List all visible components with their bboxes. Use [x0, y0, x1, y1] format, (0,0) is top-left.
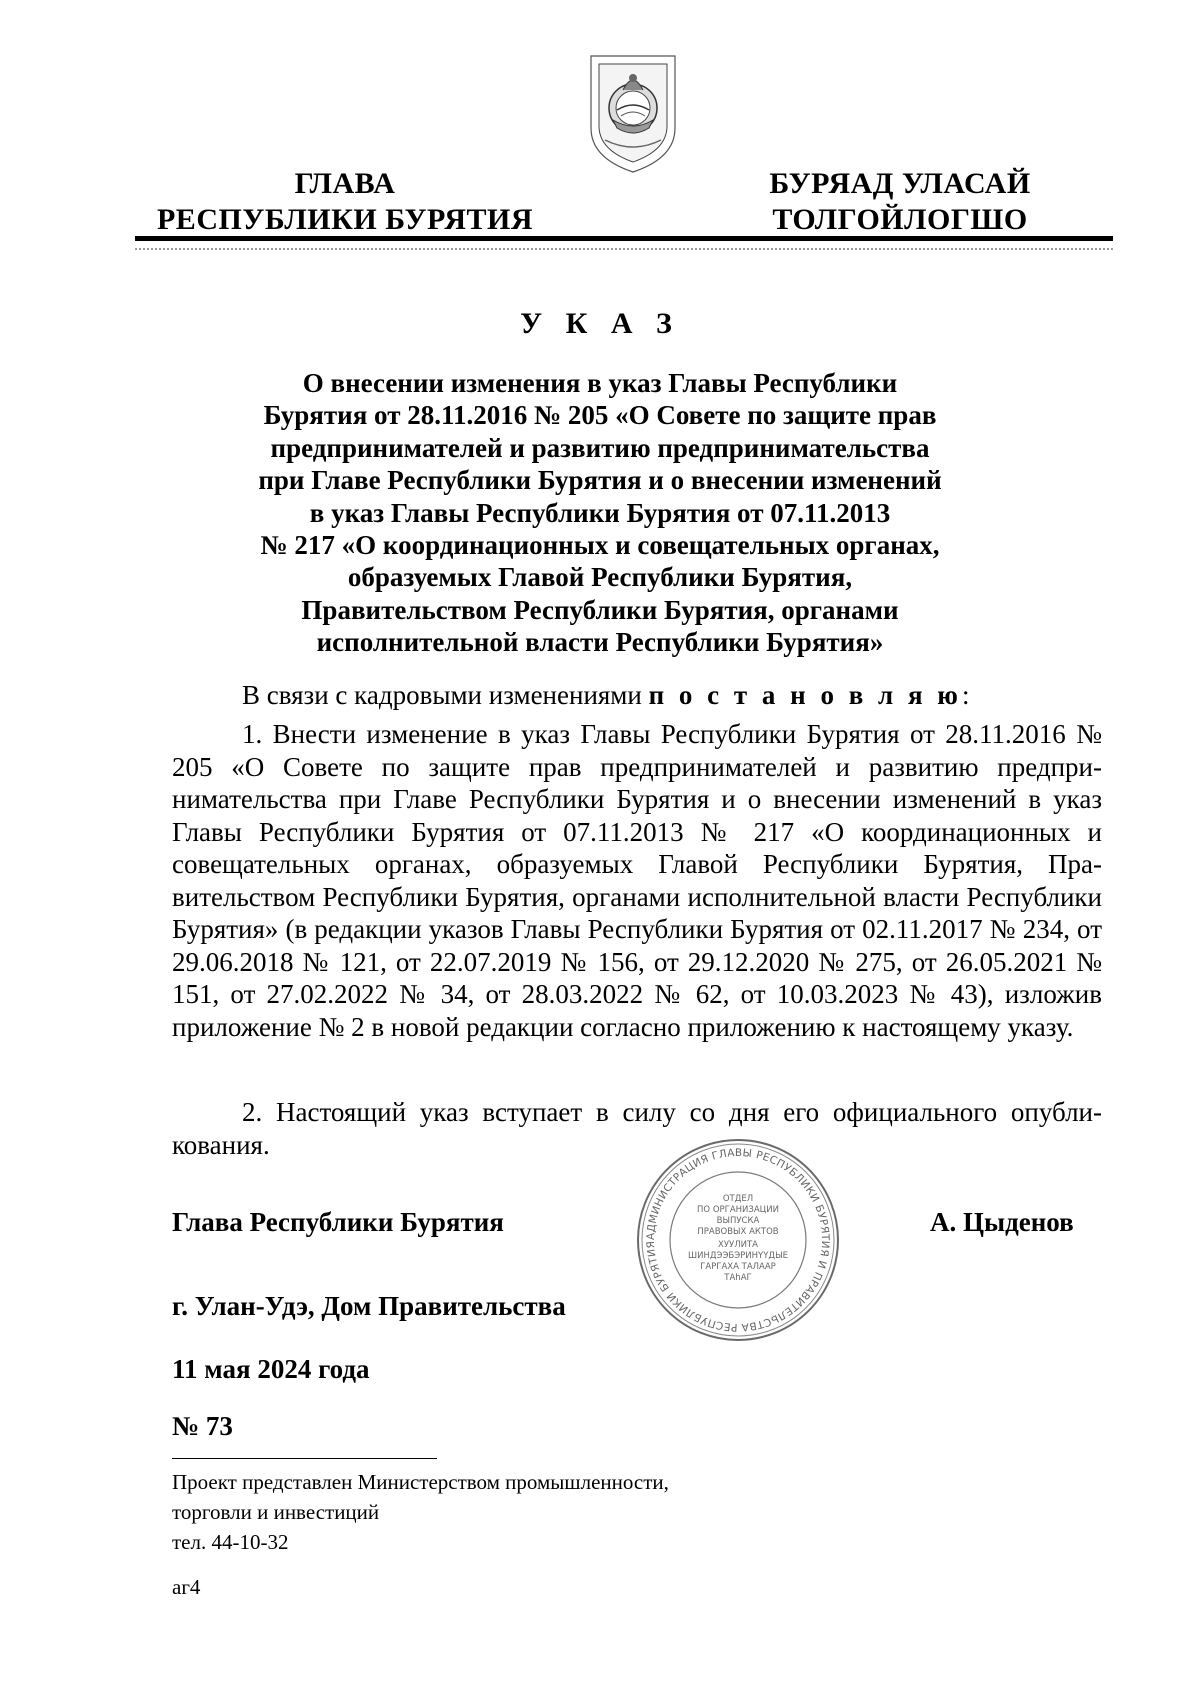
header-left [150, 166, 540, 238]
title-line: Правительством Республики Бурятия, органами [301, 594, 899, 625]
header-left-line2: РЕСПУБЛИКИ БУРЯТИЯ [156, 203, 534, 236]
seal-inner-line: ОТДЕЛ [722, 1194, 754, 1204]
header-divider [135, 236, 1113, 241]
seal-inner-line: ТАһАГ [724, 1273, 752, 1283]
title-line: предпринимателей и развитию предпринимательства [270, 432, 930, 463]
coat-of-arms-icon [583, 50, 683, 175]
title-line: образуемых Главой Республики Бурятия, [347, 562, 853, 593]
footnote-phone: тел. 44-10-32 [172, 1530, 289, 1554]
signatory-name: А. Цыденов [930, 1207, 1074, 1237]
preamble [172, 679, 1102, 711]
header-right-line2: ТОЛГОЙЛОГШО [772, 203, 1028, 236]
document-number: № 73 [172, 1411, 233, 1441]
header-dotted-divider [135, 248, 1113, 250]
seal-inner-line: ХУУЛИТА [718, 1240, 758, 1250]
footnote-line-2: торговли и инвестиций [172, 1500, 380, 1524]
footnote-line-1: Проект представлен Министерством промышленности, [172, 1470, 669, 1494]
seal-inner-line: ВЫПУСКА [716, 1216, 760, 1226]
title-line: О внесении изменения в указ Главы Республики [302, 368, 898, 398]
title-line: исполнительной власти Республики Бурятия» [316, 627, 884, 658]
seal-inner-line: ШИНДЭЭБЭРИНҮҮДЫЕ [688, 1251, 788, 1261]
footnote-divider [172, 1458, 437, 1459]
seal-inner-line: ГАРГАХА ТАЛААР [700, 1262, 776, 1272]
paragraph-1: 1. Внести изменение в указ Главы Республики Бурятия от 28.11.2016 № 205 «О Совете по защите прав предпринимателей и развитию предпринимательства при Главе Республики Бурятия и о внесении изменений в указ Главы Республики Бурятия от 07.11.2013 № 217 «О координационных и совещательных органах, образуемых Главой Республики Бурятия, Правительством Республики Бурятия, органами исполнительной власти Республики Бурятия» (в редакции указов Главы Республики Бурятия от 02.11.2017 № 234, от 29.06.2018 № 121, от 22.07.2019 № 156, от 29.12.2020 № 275, от 26.05.2021 № 151, от 27.02.2022 № 34, от 28.03.2022 № 62, от 10.03.2023 № 43), изложив приложение № 2 в новой редакции согласно приложению к настоящему указу. [172, 719, 1102, 1042]
title-line: Бурятия от 28.11.2016 № 205 «О Совете по защите прав [263, 400, 937, 431]
place-of-signing: г. Улан-Удэ, Дом Правительства [172, 1291, 566, 1321]
document-date: 11 мая 2024 года [172, 1354, 370, 1384]
preamble-end: : [961, 680, 970, 710]
header-left-line1: ГЛАВА [294, 167, 396, 200]
signatory-title: Глава Республики Бурятия [172, 1207, 504, 1237]
title-line: в указ Главы Республики Бурятия от 07.11.2013 [309, 497, 891, 528]
header-right-line1: БУРЯАД УЛАСАЙ [769, 167, 1031, 200]
decree-keyword: п о с т а н о в л я ю [648, 680, 962, 710]
preamble-text: В связи с кадровыми изменениями [242, 680, 649, 710]
seal-inner-line: ПРАВОВЫХ АКТОВ [697, 1227, 779, 1237]
seal-outer-text: АДМИНИСТРАЦИЯ ГЛАВЫ РЕСПУБЛИКИ БУРЯТИЯ И ПРАВИТЕЛЬСТВА РЕСПУБЛИКИ БУРЯТИЯ [644, 1146, 832, 1334]
document-code: аг4 [172, 1575, 201, 1599]
document-type: У К А З [520, 307, 680, 340]
title-line: при Главе Республики Бурятия и о внесении изменений [258, 465, 942, 496]
document-title [175, 367, 1025, 659]
title-line: № 217 «О координационных и совещательных органах, [260, 530, 940, 561]
paragraph-2: 2. Настоящий указ вступает в силу со дня его официального опубликования. [172, 1097, 1102, 1160]
seal-inner-line: ПО ОРГАНИЗАЦИИ [697, 1205, 779, 1215]
header-right [735, 166, 1065, 238]
official-seal-icon [633, 1135, 843, 1345]
